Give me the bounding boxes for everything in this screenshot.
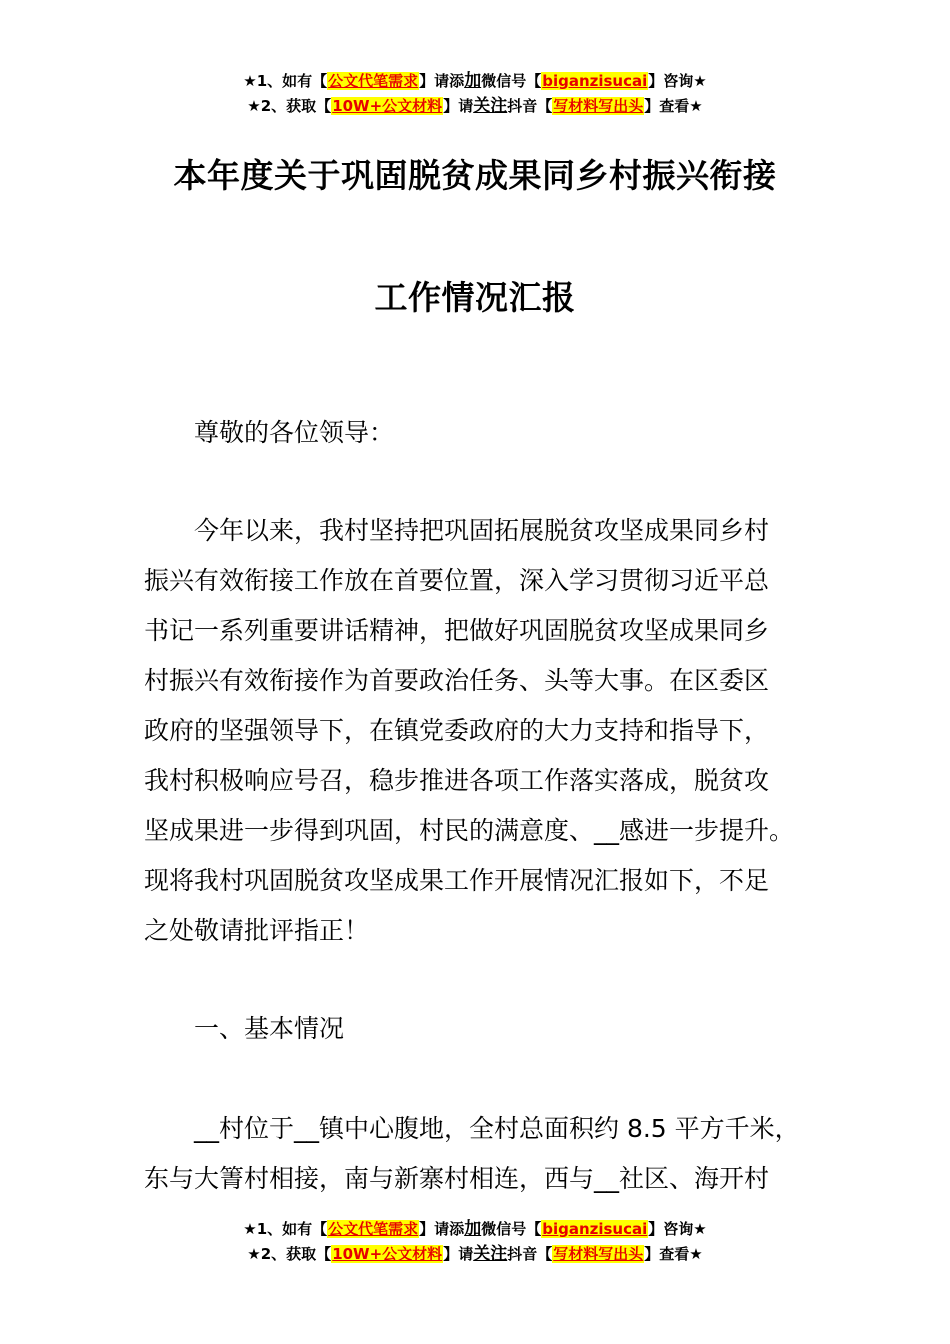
paragraph-line: 现将我村巩固脱贫攻坚成果工作开展情况汇报如下，不足 xyxy=(144,866,770,895)
promo-highlight: 10W+公文材料 xyxy=(332,1245,443,1263)
promo-text: 】请 xyxy=(443,1245,474,1263)
paragraph-line: 振兴有效衔接工作放在首要位置，深入学习贯彻习近平总 xyxy=(144,566,770,595)
promo-douyin-id: 写材料写出头 xyxy=(553,1245,644,1263)
paragraph-line: 东与大箐村相接，南与新寨村相连，西与__社区、海开村 xyxy=(144,1164,770,1193)
top-promo-line-1 xyxy=(0,70,950,93)
promo-text: 】请添 xyxy=(419,1220,465,1238)
promo-highlight: 公文代笔需求 xyxy=(328,1220,419,1238)
promo-text: 】咨询★ xyxy=(648,72,707,90)
bottom-promo-line-1 xyxy=(0,1218,950,1241)
top-promo-line-2 xyxy=(0,95,950,118)
promo-text: 微信号【 xyxy=(481,1220,542,1238)
promo-text: 】请 xyxy=(443,97,474,115)
promo-douyin-id: 写材料写出头 xyxy=(553,97,644,115)
promo-underline: 关注 xyxy=(473,1244,508,1264)
promo-wechat-id: biganzisucai xyxy=(542,72,648,90)
promo-text: 抖音【 xyxy=(507,97,553,115)
promo-text: ★2、获取【 xyxy=(247,1245,332,1263)
section-heading: 一、基本情况 xyxy=(194,1014,345,1043)
paragraph-line: 村振兴有效衔接作为首要政治任务、头等大事。在区委区 xyxy=(144,666,770,695)
promo-text: ★2、获取【 xyxy=(247,97,332,115)
paragraph-line: 书记一系列重要讲话精神，把做好巩固脱贫攻坚成果同乡 xyxy=(144,616,770,645)
promo-text: 微信号【 xyxy=(481,72,542,90)
promo-underline: 加 xyxy=(464,71,482,91)
promo-wechat-id: biganzisucai xyxy=(542,1220,648,1238)
promo-text: 】查看★ xyxy=(644,97,703,115)
promo-text: ★1、如有【 xyxy=(243,1220,328,1238)
paragraph-line: 之处敬请批评指正！ xyxy=(144,916,370,945)
document-title-line-2: 工作情况汇报 xyxy=(374,278,576,317)
promo-text: 抖音【 xyxy=(507,1245,553,1263)
promo-text: ★1、如有【 xyxy=(243,72,328,90)
promo-highlight: 公文代笔需求 xyxy=(328,72,419,90)
promo-underline: 加 xyxy=(464,1219,482,1239)
promo-underline: 关注 xyxy=(473,96,508,116)
bottom-promo-line-2 xyxy=(0,1243,950,1266)
paragraph-line: 坚成果进一步得到巩固，村民的满意度、__感进一步提升。 xyxy=(144,816,795,845)
paragraph-line: 政府的坚强领导下，在镇党委政府的大力支持和指导下， xyxy=(144,716,770,745)
paragraph-line: 今年以来，我村坚持把巩固拓展脱贫攻坚成果同乡村 xyxy=(194,516,770,545)
document-title-line-1: 本年度关于巩固脱贫成果同乡村振兴衔接 xyxy=(173,156,777,195)
salutation: 尊敬的各位领导： xyxy=(194,418,395,447)
promo-text: 】查看★ xyxy=(644,1245,703,1263)
promo-text: 】咨询★ xyxy=(648,1220,707,1238)
promo-text: 】请添 xyxy=(419,72,465,90)
paragraph-line: 我村积极响应号召，稳步推进各项工作落实落成，脱贫攻 xyxy=(144,766,770,795)
paragraph-line: __村位于__镇中心腹地，全村总面积约 8.5 平方千米， xyxy=(194,1114,800,1143)
promo-highlight: 10W+公文材料 xyxy=(332,97,443,115)
